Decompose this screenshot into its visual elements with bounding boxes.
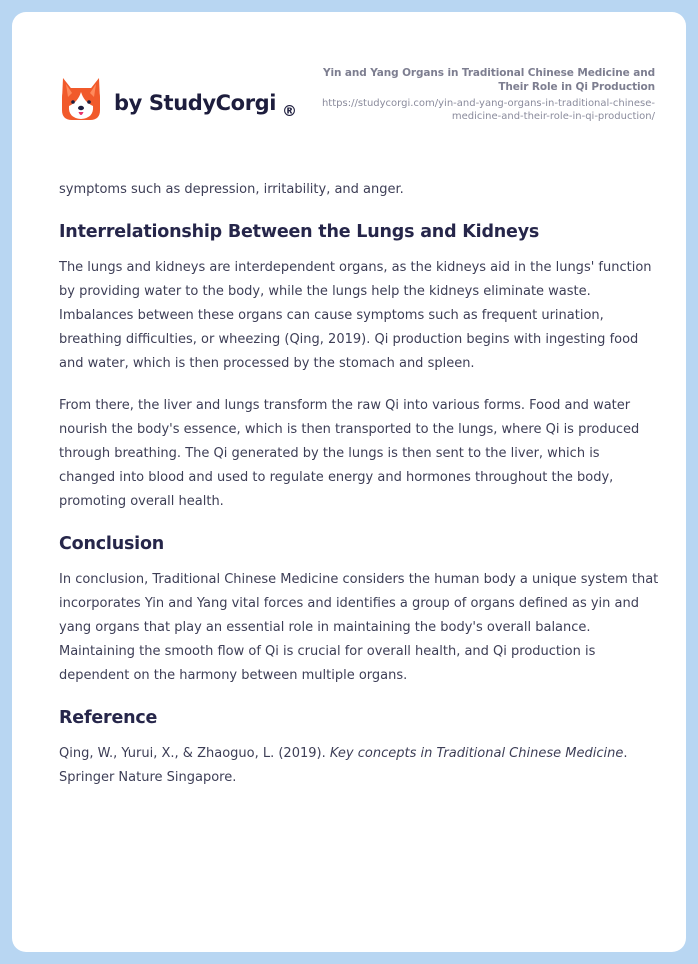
reference-title: Key concepts in Traditional Chinese Medicine: [329, 746, 624, 761]
reference-authors: Qing, W., Yurui, X., & Zhaoguo, L. (2019).: [59, 746, 330, 761]
paragraph: In conclusion, Traditional Chinese Medicine considers the human body a unique system that incorporates Yin and Yang vital forces and identifies a group of organs defined as yin and yang organs that play an essential role in maintaining the body's overall balance. Maintaining the smooth flow of Qi is crucial for overall health, and Qi production is dependent on the harmony between multiple organs.: [59, 572, 659, 683]
document-title: Yin and Yang Organs in Traditional Chinese Medicine and Their Role in Qi Production: [322, 67, 655, 93]
studycorgi-logo[interactable]: [60, 76, 297, 122]
section-heading-reference: Reference: [59, 708, 158, 728]
paragraph: From there, the liver and lungs transform the raw Qi into various forms. Food and water nourish the body's essence, which is then transported to the lungs, where Qi is produced through breathing. The Qi generated by the lungs is then sent to the liver, which is changed into blood and used to regulate energy and hormones throughout the body, promoting overall health.: [59, 398, 640, 509]
reference-entry: [59, 742, 659, 790]
intro-fragment: symptoms such as depression, irritability, and anger.: [59, 182, 404, 197]
logo-text: by StudyCorgi: [114, 91, 277, 115]
paragraph: The lungs and kidneys are interdependent organs, as the kidneys aid in the lungs' function by providing water to the body, while the lungs help the kidneys eliminate waste. Imbalances between these organs can cause symptoms such as frequent urination, breathing difficulties, or wheezing (Qing, 2019). Qi production begins with ingesting food and water, which is then processed by the stomach and spleen.: [59, 260, 652, 371]
reference-publisher: . Springer Nature Singapore.: [59, 746, 628, 785]
page-header: [12, 12, 686, 152]
registered-mark: ®: [282, 102, 297, 120]
section-heading-conclusion: Conclusion: [59, 534, 165, 554]
corgi-logo-icon: [60, 76, 102, 122]
document-card: [12, 12, 686, 952]
document-url[interactable]: https://studycorgi.com/yin-and-yang-organs-in-traditional-chinese-medicine-and-their-role-in-qi-production/: [321, 98, 655, 122]
section-heading-lungs-kidneys: Interrelationship Between the Lungs and Kidneys: [59, 222, 540, 242]
article-body: [59, 178, 659, 790]
document-meta: [295, 66, 655, 123]
